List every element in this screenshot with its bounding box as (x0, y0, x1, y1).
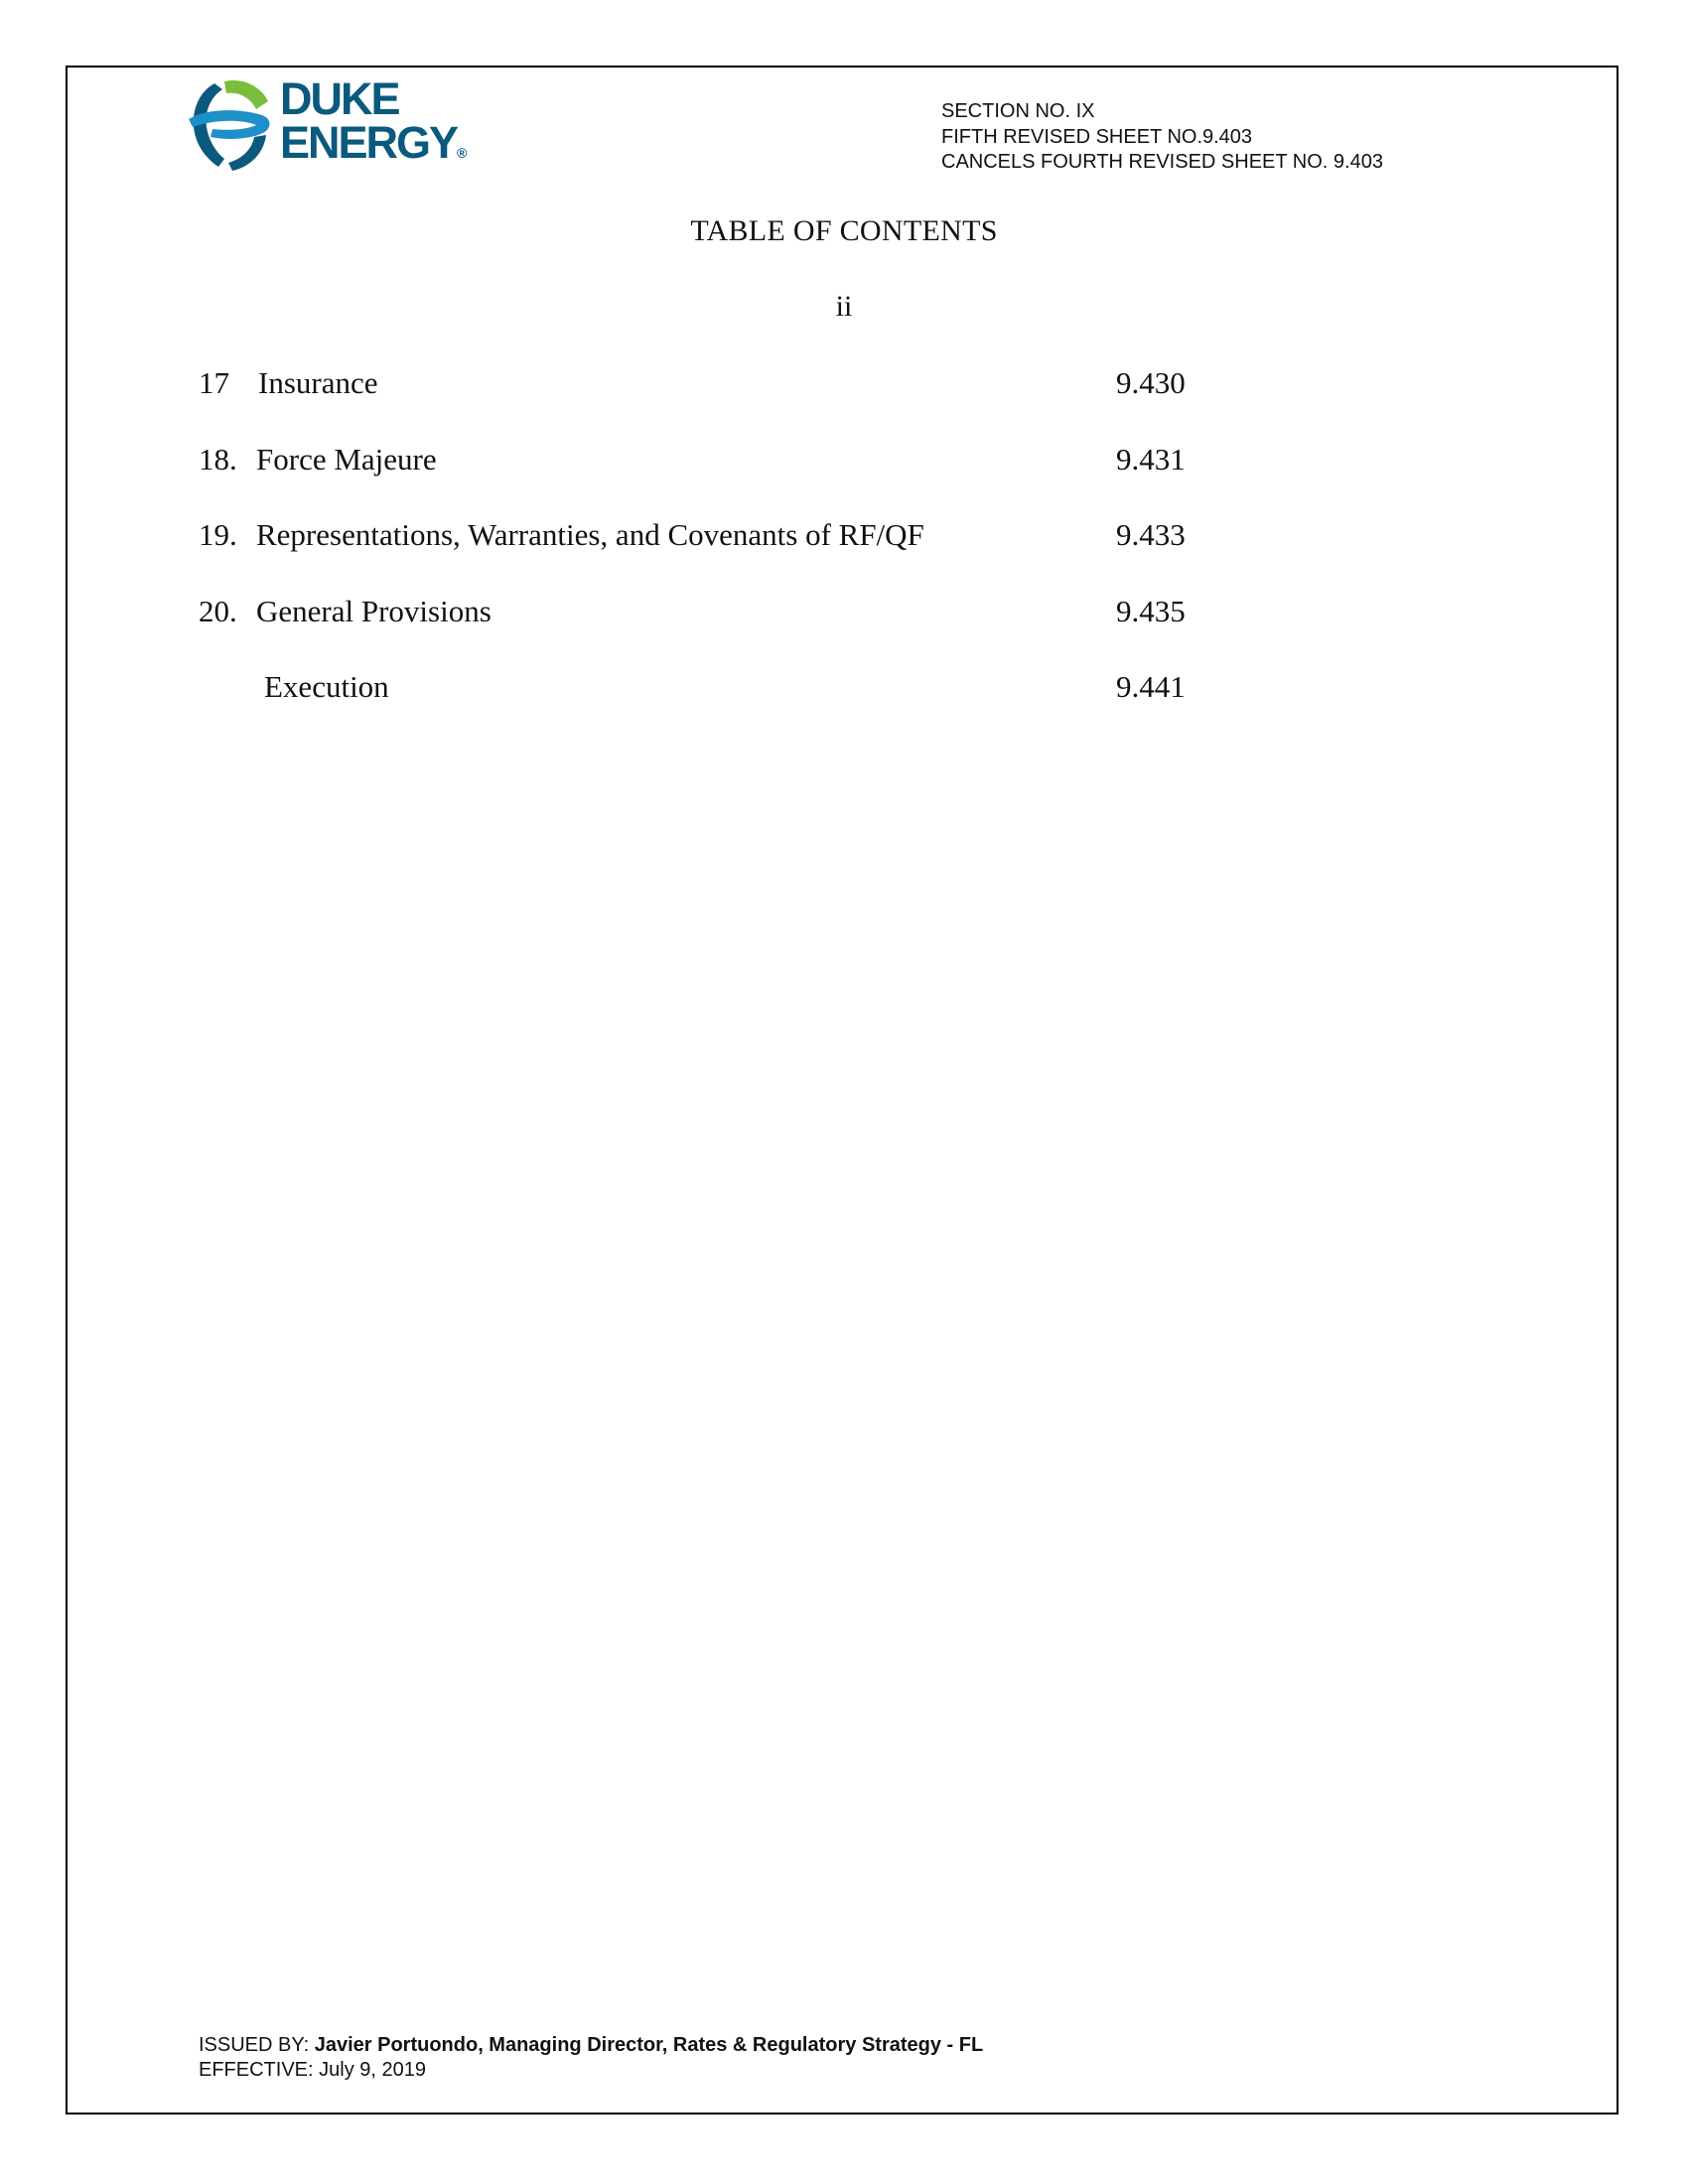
footer (199, 2033, 983, 2083)
toc-entry-sheet: 9.433 (1116, 517, 1186, 552)
toc-entry-label: Force Majeure (256, 441, 437, 477)
logo-line-duke: DUKE (280, 73, 399, 124)
section-number: SECTION NO. IX (941, 100, 1095, 122)
table-of-contents (199, 363, 1192, 744)
toc-entry (199, 440, 1192, 516)
duke-energy-swirl-icon (185, 75, 274, 175)
effective-date: July 9, 2019 (319, 2059, 426, 2081)
toc-entry-label: Execution (264, 669, 389, 704)
toc-entry (199, 667, 1192, 744)
toc-entry-sheet: 9.441 (1116, 669, 1186, 704)
toc-entry (199, 592, 1192, 668)
issued-by-value: Javier Portuondo, Managing Director, Rates & Regulatory Strategy - FL (314, 2034, 984, 2056)
page-title: TABLE OF CONTENTS (690, 214, 998, 247)
toc-entry (199, 515, 1192, 592)
issued-by-line (199, 2033, 983, 2058)
toc-entry-number: 19. (199, 517, 237, 552)
duke-energy-logo (185, 75, 473, 179)
effective-line (199, 2058, 983, 2083)
toc-entry-sheet: 9.430 (1116, 365, 1186, 400)
logo-line-energy: ENERGY (280, 117, 458, 168)
toc-entry-number: 18. (199, 441, 237, 477)
toc-entry-label: General Provisions (256, 593, 492, 628)
logo-wordmark (280, 73, 468, 175)
effective-label: EFFECTIVE: (199, 2059, 314, 2081)
toc-entry-number: 20. (199, 593, 237, 628)
toc-entry-label: Insurance (258, 365, 378, 400)
sheet-header (941, 99, 1383, 176)
toc-page-label: ii (835, 290, 853, 323)
toc-entry-number: 17 (199, 365, 229, 400)
issued-by-label: ISSUED BY: (199, 2034, 310, 2056)
revised-sheet-number: FIFTH REVISED SHEET NO.9.403 (941, 125, 1253, 148)
toc-entry (199, 363, 1192, 440)
toc-entry-sheet: 9.431 (1116, 441, 1186, 477)
registered-mark: ® (457, 145, 468, 161)
cancels-sheet-number: CANCELS FOURTH REVISED SHEET NO. 9.403 (941, 151, 1383, 173)
toc-entry-label: Representations, Warranties, and Covenants of RF/QF (256, 517, 924, 552)
toc-entry-sheet: 9.435 (1116, 593, 1186, 628)
